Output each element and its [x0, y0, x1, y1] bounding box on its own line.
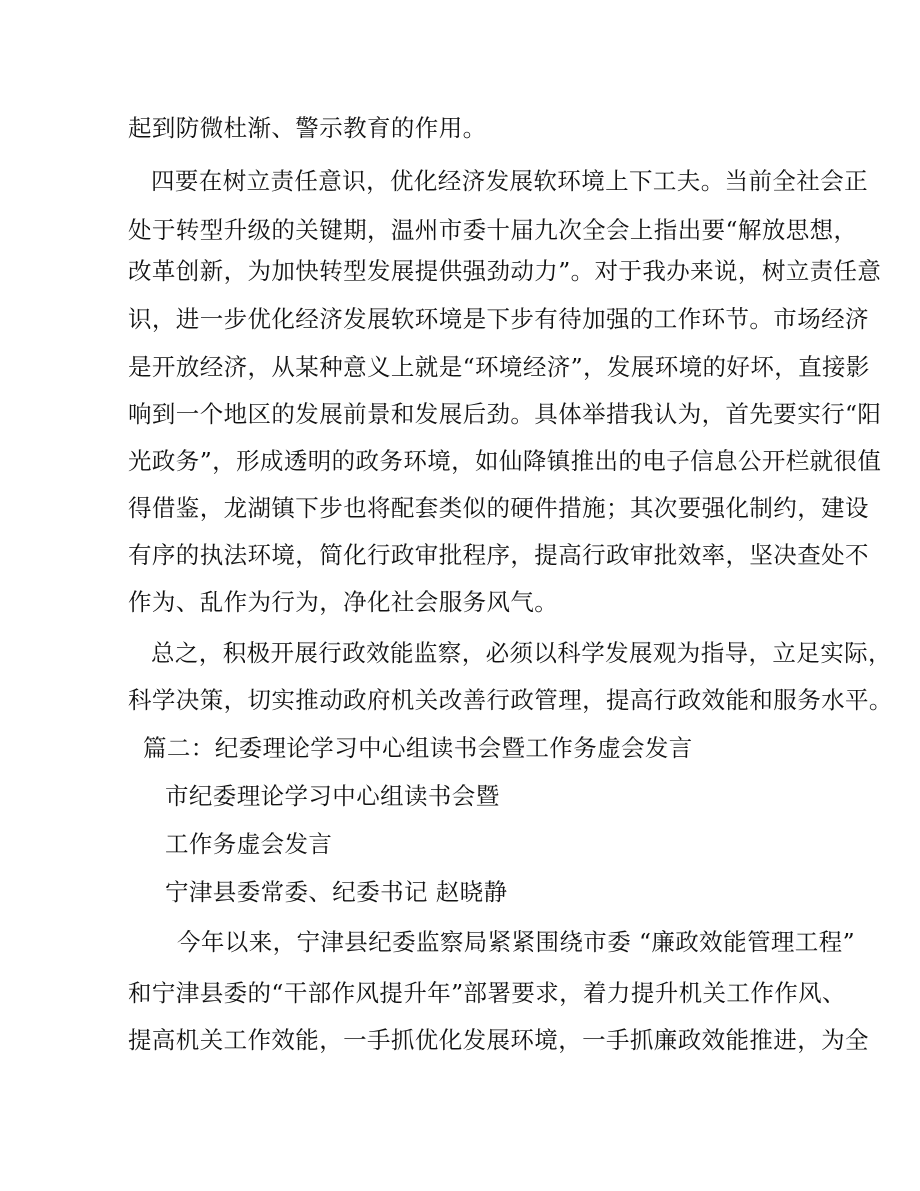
text-line: 处于转型升级的关键期，温州市委十届九次全会上指出要“解放思想，	[128, 216, 858, 244]
section-heading: 篇二：纪委理论学习中心组读书会暨工作务虚会发言	[143, 734, 693, 762]
text-line: 有序的执法环境，简化行政审批程序，提高行政审批效率，坚决查处不	[128, 541, 869, 569]
text-line: 四要在树立责任意识，优化经济发展软环境上下工夫。当前全社会正	[151, 167, 868, 195]
text-line: 得借鉴，龙湖镇下步也将配套类似的硬件措施；其次要强化制约，建设	[128, 494, 869, 522]
text-line: 今年以来，宁津县纪委监察局紧紧围绕市委 “廉政效能管理工程”	[177, 928, 855, 956]
document-title-line: 工作务虚会发言	[165, 830, 333, 858]
author-line: 宁津县委常委、纪委书记 赵晓静	[165, 878, 508, 906]
text-line: 提高机关工作效能，一手抓优化发展环境，一手抓廉政效能推进，为全	[128, 1026, 869, 1054]
text-line: 改革创新，为加快转型发展提供强劲动力”。对于我办来说，树立责任意	[128, 257, 882, 285]
document-title-line: 市纪委理论学习中心组读书会暨	[165, 782, 500, 810]
text-line: 响到一个地区的发展前景和发展后劲。具体举措我认为，首先要实行“阳	[128, 400, 882, 428]
text-line: 识，进一步优化经济发展软环境是下步有待加强的工作环节。市场经济	[128, 305, 869, 333]
text-line: 光政务”，形成透明的政务环境，如仙降镇推出的电子信息公开栏就很值	[128, 447, 882, 475]
text-line: 总之，积极开展行政效能监察，必须以科学发展观为指导，立足实际，	[151, 639, 892, 667]
text-line: 是开放经济，从某种意义上就是“环境经济”，发展环境的好坏，直接影	[128, 353, 870, 381]
text-line: 作为、乱作为行为，净化社会服务风气。	[128, 588, 559, 616]
text-line: 起到防微杜渐、警示教育的作用。	[128, 114, 487, 142]
text-line: 科学决策，切实推动政府机关改善行政管理，提高行政效能和服务水平。	[128, 686, 893, 714]
text-line: 和宁津县委的“干部作风提升年”部署要求，着力提升机关工作作风、	[128, 979, 846, 1007]
